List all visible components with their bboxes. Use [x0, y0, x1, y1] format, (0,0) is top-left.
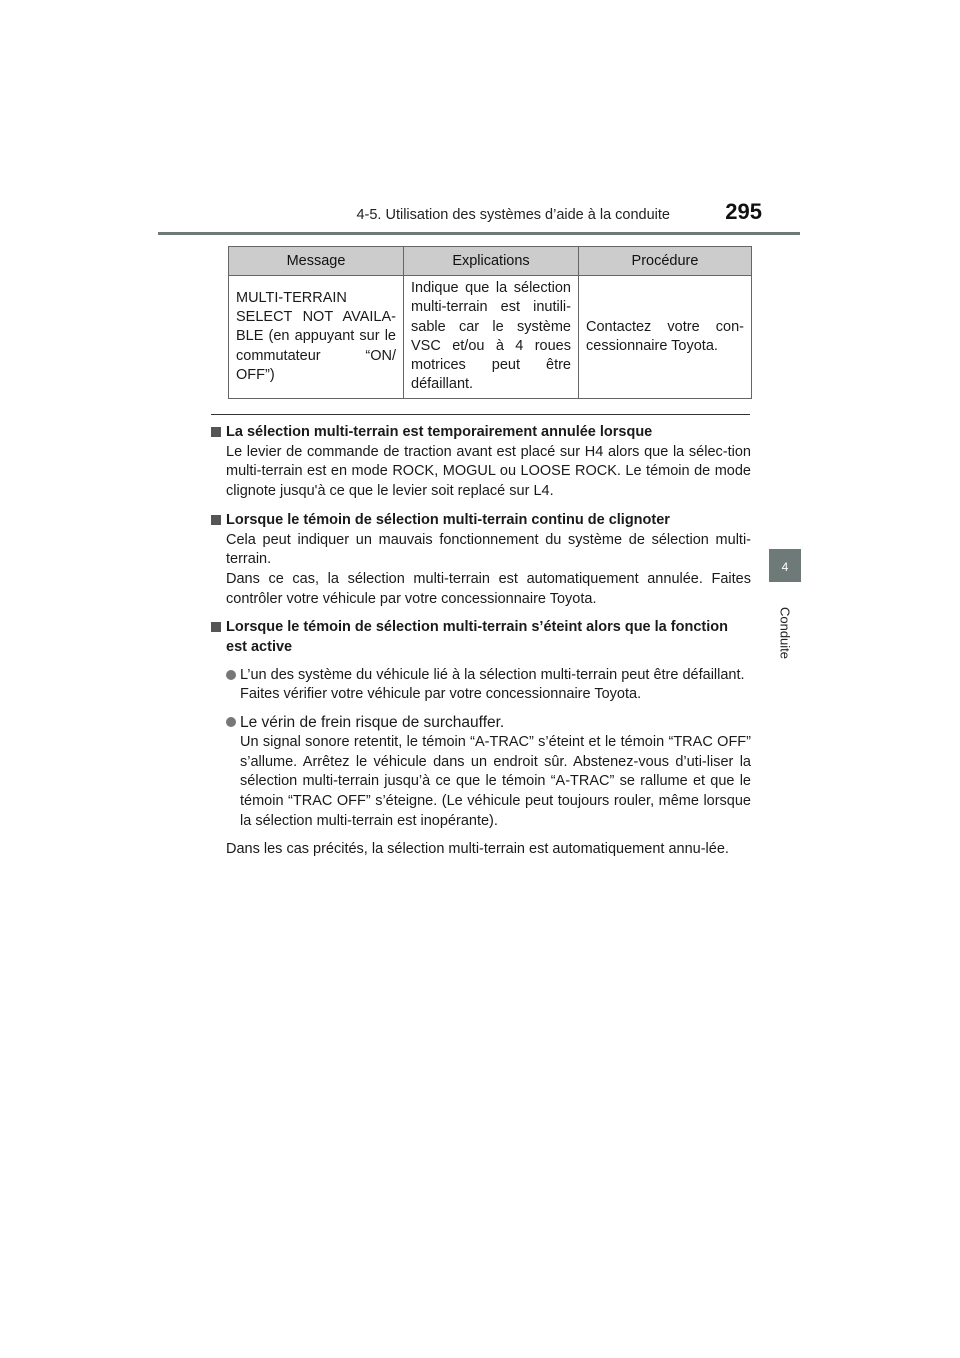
chapter-tab[interactable]: [769, 549, 801, 582]
section-divider: [211, 414, 750, 415]
main-content: [211, 423, 751, 869]
chapter-tab-label: [769, 585, 801, 681]
section-closing-paragraph: Dans les cas précités, la sélection multi-terrain est automatiquement annu-lée.: [226, 841, 729, 858]
info-section: [211, 423, 751, 502]
info-section: [211, 511, 751, 610]
table-header-message: Message: [229, 247, 404, 276]
table-header-row: [229, 247, 752, 276]
section-heading: [211, 423, 751, 443]
square-bullet-icon: [211, 622, 221, 632]
table-cell-explication: Indique que la sélection multi-terrain est inutili-sable car le système VSC et/ou à 4 roues motrices peut être défaillant.: [404, 276, 579, 399]
section-paragraph: Dans ce cas, la sélection multi-terrain est automatiquement annulée. Faites contrôler votre véhicule par votre concessionnaire Toyota.: [226, 570, 751, 607]
bullet-text: Faites vérifier votre véhicule par votre concessionnaire Toyota.: [240, 686, 642, 703]
circle-bullet-icon: [226, 717, 236, 727]
square-bullet-icon: [211, 515, 221, 525]
header-divider: [158, 232, 800, 235]
bullet-lead: Le vérin de frein risque de surchauffer.: [240, 714, 505, 732]
page-number: 295: [725, 199, 762, 224]
list-item: [211, 713, 751, 831]
section-heading: [211, 618, 751, 657]
table-row: [229, 276, 752, 399]
section-heading: [211, 511, 751, 531]
message-table: [228, 246, 752, 399]
chapter-tab-number: 4: [781, 560, 789, 574]
bullet-lead: L’un des système du véhicule lié à la sélection multi-terrain peut être défaillant.: [240, 666, 745, 683]
section-heading-text: Lorsque le témoin de sélection multi-terrain continu de clignoter: [226, 511, 670, 528]
section-paragraph: Le levier de commande de traction avant est placé sur H4 alors que la sélec-tion multi-terrain est en mode ROCK, MOGUL ou LOOSE ROCK. Le témoin de mode clignote jusqu'à ce que le levier soit replacé sur L4.: [226, 443, 751, 500]
section-heading-text: La sélection multi-terrain est temporairement annulée lorsque: [226, 424, 653, 440]
table-cell-message: MULTI-TERRAIN SELECT NOT AVAILA-BLE (en appuyant sur le commutateur “ON/ OFF”): [229, 276, 404, 399]
section-paragraph: Cela peut indiquer un mauvais fonctionnement du système de sélection multi-terrain.: [226, 531, 751, 568]
bullet-text: Un signal sonore retentit, le témoin “A-TRAC” s’éteint et le témoin “TRAC OFF” s’allume. Arrêtez le véhicule dans un endroit sûr. Abstenez-vous d’uti-liser la sélection multi-terrain jusqu’à ce que le témoin “A-TRAC” se rallume et que le témoin “TRAC OFF” s’éteigne. (Le véhicule peut toujours rouler, même lorsque la sélection multi-terrain est inopérante).: [240, 733, 751, 829]
info-section: [211, 618, 751, 860]
table-header-procedure: Procédure: [579, 247, 752, 276]
list-item: [211, 666, 751, 705]
chapter-tab-label-text: Conduite: [777, 606, 793, 660]
header-section-title: 4-5. Utilisation des systèmes d’aide à la conduite: [356, 207, 670, 223]
table-cell-procedure: Contactez votre con-cessionnaire Toyota.: [579, 276, 752, 399]
circle-bullet-icon: [226, 670, 236, 680]
section-heading-text: Lorsque le témoin de sélection multi-terrain s’éteint alors que la fonction est active: [226, 619, 728, 656]
table-header-explications: Explications: [404, 247, 579, 276]
square-bullet-icon: [211, 427, 221, 437]
